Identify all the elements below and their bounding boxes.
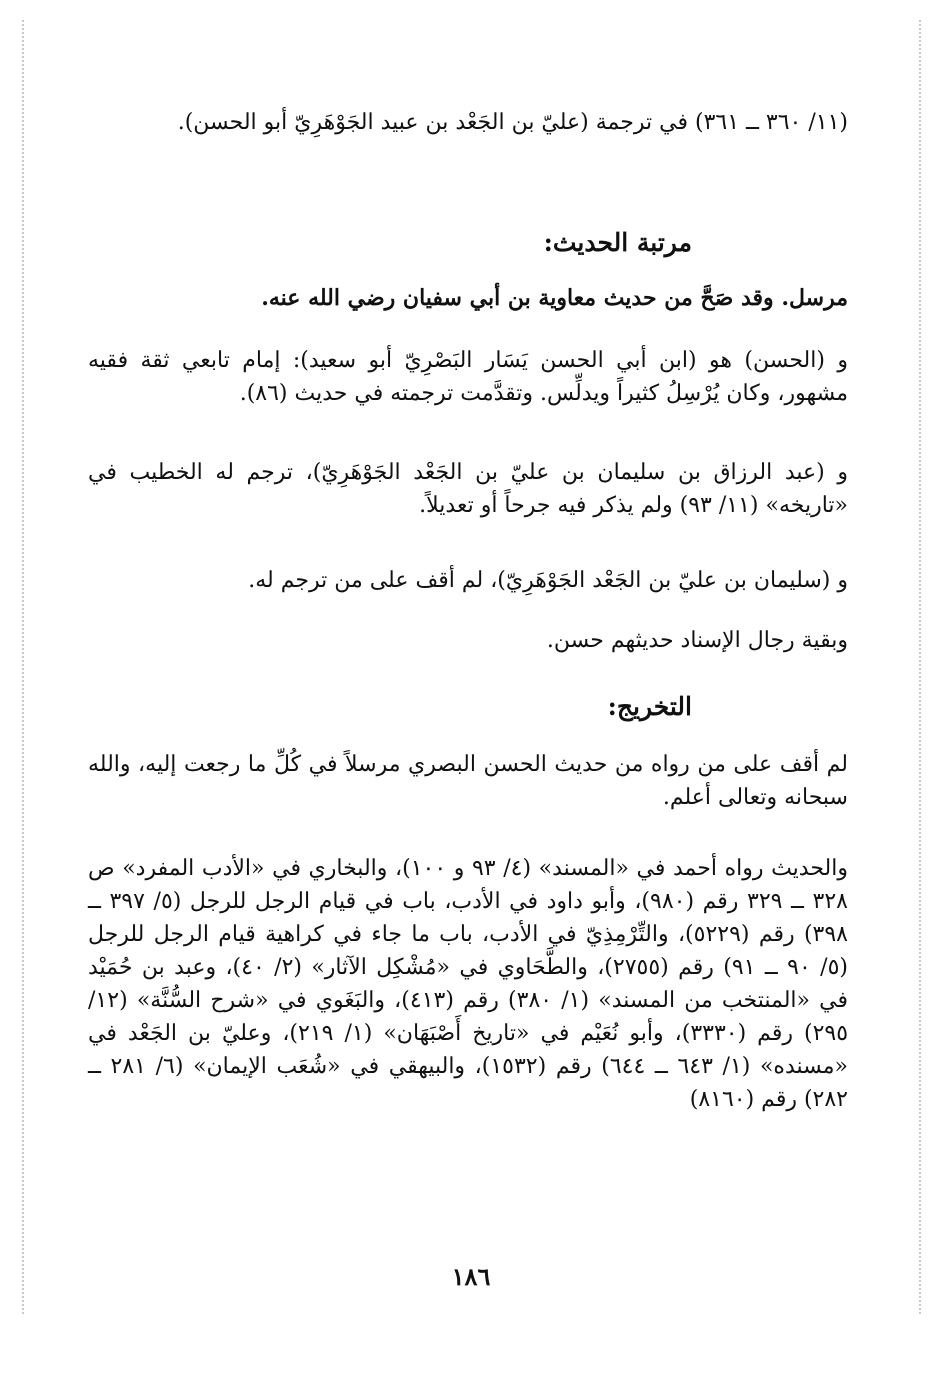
paragraph-abd-al-razzaq: و (عبد الرزاق بن سليمان بن عليّ بن الجَعْد الجَوْهَرِيّ)، ترجم له الخطيب في «تاريخه» (١١/ ٩٣) ولم يذكر فيه جرحاً أو تعديلاً.	[88, 460, 848, 518]
paragraph-not-found: لم أقف على من رواه من حديث الحسن البصري مرسلاً في كُلِّ ما رجعت إليه، والله سبحانه وتعالى أعلم.	[88, 752, 848, 810]
paragraph-grade: مرسل. وقد صَحَّ من حديث معاوية بن أبي سفيان رضي الله عنه.	[261, 285, 848, 311]
heading-takhrij: التخريج:	[607, 692, 692, 721]
paragraph-al-hasan: و (الحسن) هو (ابن أبي الحسن يَسَار البَصْرِيّ أبو سعيد): إمام تابعي ثقة فقيه مشهور، وكان يُرْسِلُ كثيراً ويدلِّس. وتقدَّمت ترجمته في حديث (٨٦).	[88, 348, 848, 406]
paragraph-sources: والحديث رواه أحمد في «المسند» (٤/ ٩٣ و ١٠٠)، والبخاري في «الأدب المفرد» ص ٣٢٨ ــ ٣٢٩ رقم (٩٨٠)، وأبو داود في الأدب، باب في قيام الرجل للرجل (٥/ ٣٩٧ ــ ٣٩٨) رقم (٥٢٢٩)، والتِّرْمِذِيّ في الأدب، باب ما جاء في كراهية قيام الرجل للرجل (٥/ ٩٠ ــ ٩١) رقم (٢٧٥٥)، والطَّحَاوي في «مُشْكِل الآثار» (٢/ ٤٠)، وعبد بن حُمَيْد في «المنتخب من المسند» (١/ ٣٨٠) رقم (٤١٣)، والبَغَوي في «شرح السُّنَّة» (١٢/ ٢٩٥) رقم (٣٣٣٠)، وأبو نُعَيْم في «تاريخ أَصْبَهَان» (١/ ٢١٩)، وعليّ بن الجَعْد في «مسنده» (١/ ٦٤٣ ــ ٦٤٤) رقم (١٥٣٢)، والبيهقي في «شُعَب الإيمان» (٦/ ٢٨١ ــ ٢٨٢) رقم (٨١٦٠)	[88, 856, 849, 1112]
page-number: ١٨٦	[451, 1262, 491, 1291]
paragraph-remaining-narrators: وبقية رجال الإسناد حديثهم حسن.	[546, 628, 848, 653]
paragraph-translation-reference: (١١/ ٣٦٠ ــ ٣٦١) في ترجمة (عليّ بن الجَعْد بن عبيد الجَوْهَرِيّ أبو الحسن).	[177, 110, 848, 135]
left-margin-guide	[22, 20, 24, 1314]
right-margin-guide	[919, 20, 921, 1314]
heading-hadith-grade: مرتبة الحديث:	[543, 228, 692, 257]
paragraph-sulayman: و (سليمان بن عليّ بن الجَعْد الجَوْهَرِيّ)، لم أقف على من ترجم له.	[248, 568, 848, 593]
